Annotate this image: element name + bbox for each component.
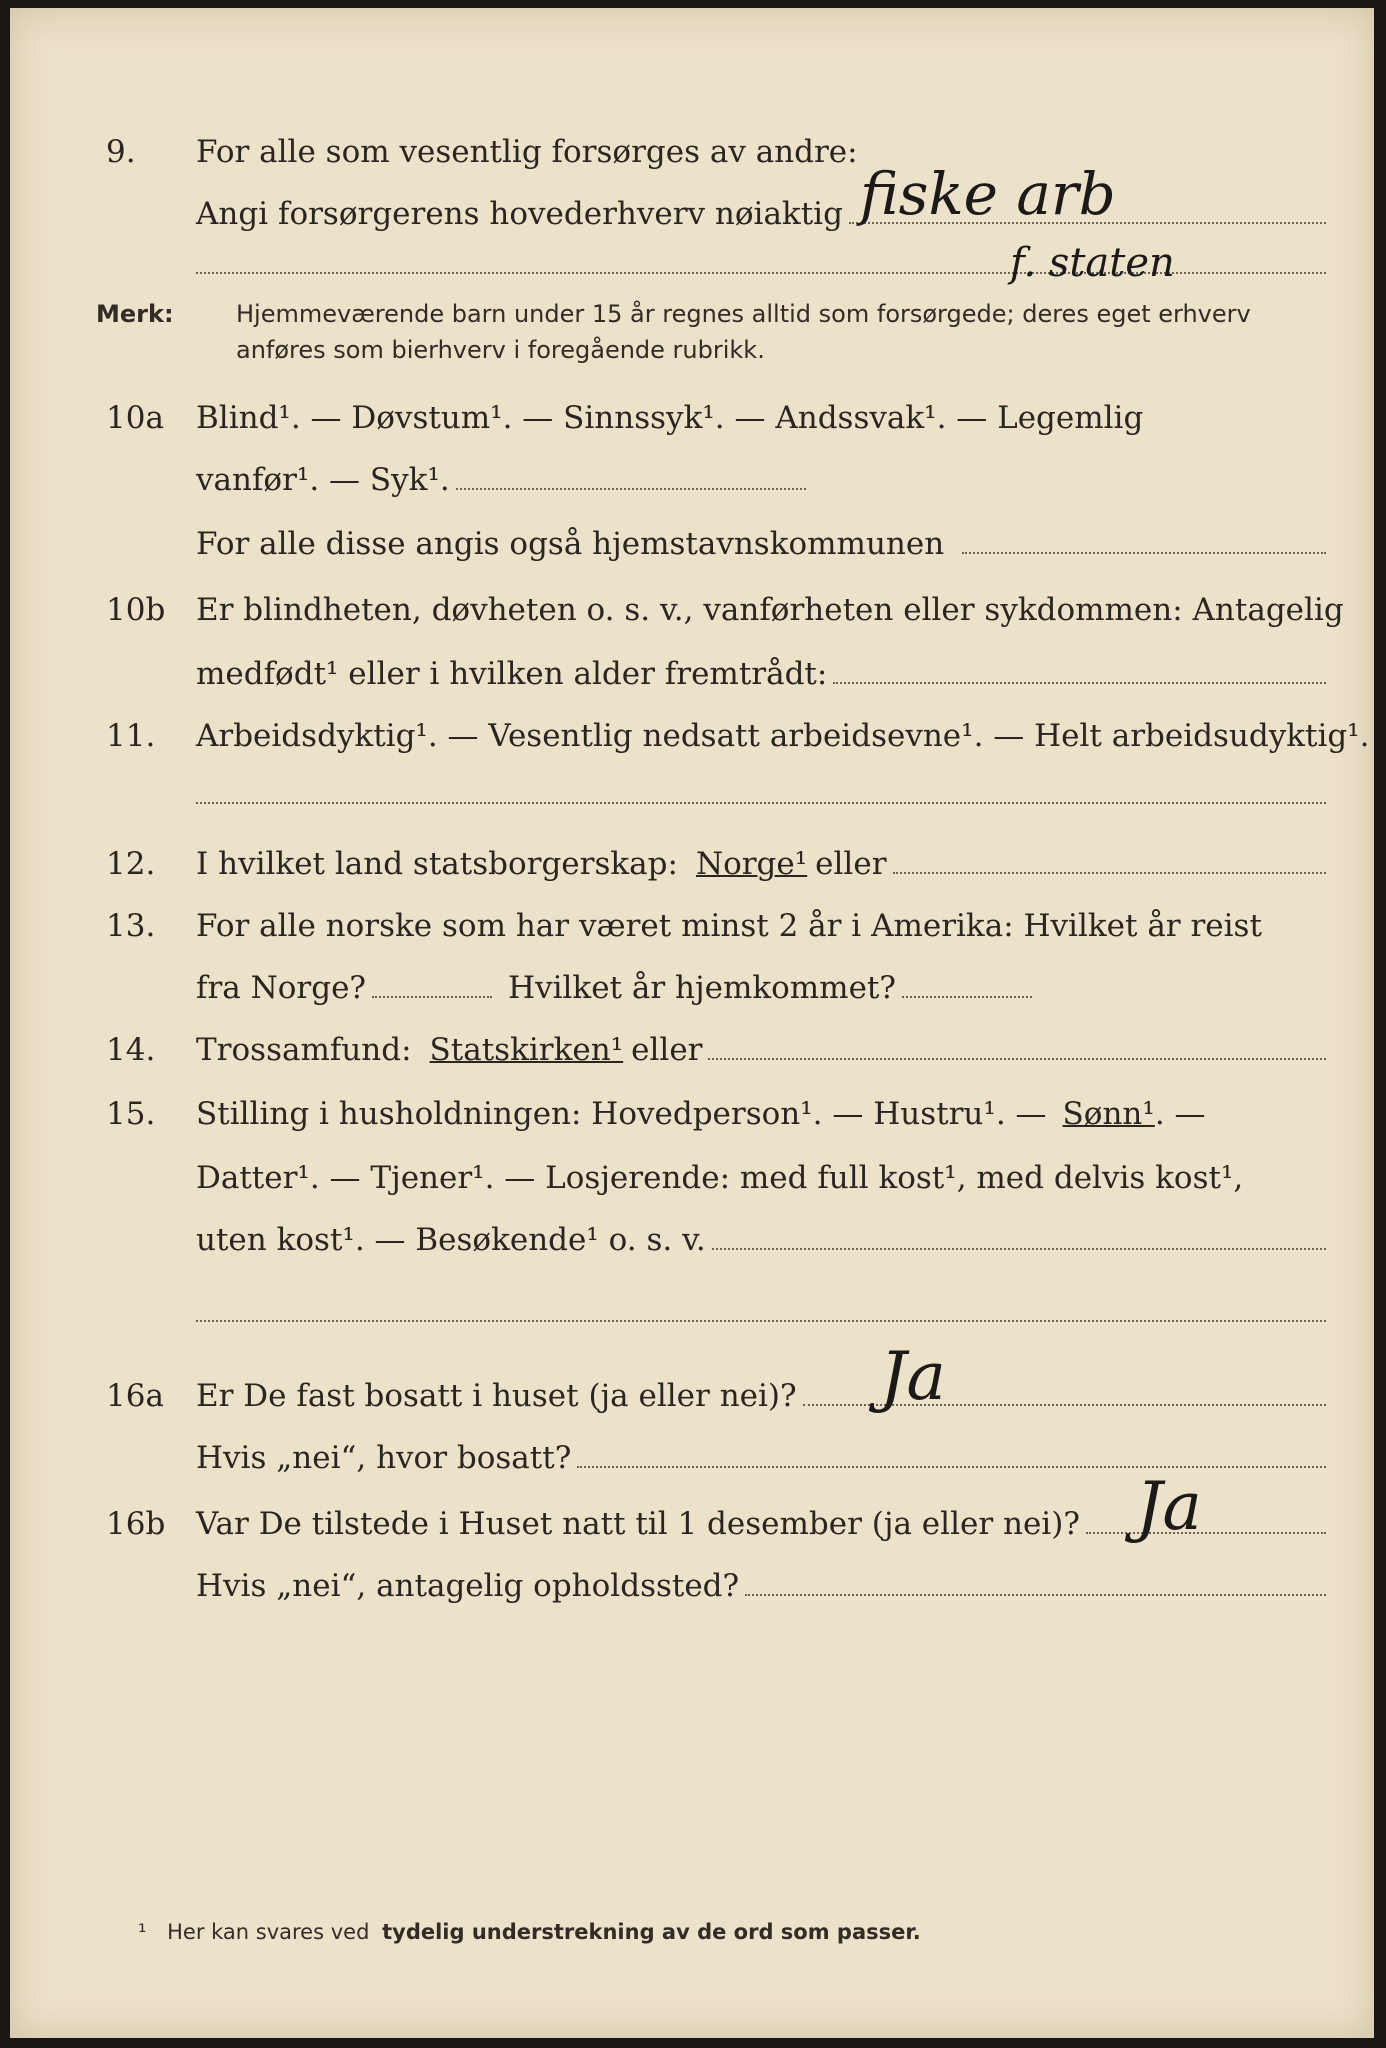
- q15-line-3: [106, 1196, 1326, 1256]
- q14-answer-line: [708, 1058, 1326, 1060]
- q12-eller: eller: [815, 846, 887, 882]
- q10b-number: 10b: [106, 592, 166, 628]
- q10a-text-2: vanfør¹. — Syk¹.: [196, 462, 450, 498]
- q12-text: I hvilket land statsborgerskap:: [196, 846, 678, 882]
- q10a-text-3: For alle disse angis også hjemstavnskommunen: [196, 526, 945, 562]
- q16a-handwritten-answer: Ja: [880, 1338, 946, 1415]
- q15-answer-line: [712, 1248, 1326, 1250]
- q16b-text-1: Var De tilstede i Huset natt til 1 desember (ja eller nei)?: [196, 1506, 1080, 1542]
- merk-text: Hjemmeværende barn under 15 år regnes alltid som forsørgede; deres eget erhverv anføres som bierhverv i foregående rubrikk.: [236, 300, 1251, 364]
- q15-text-2: Datter¹. — Tjener¹. — Losjerende: med full kost¹, med delvis kost¹,: [196, 1160, 1244, 1196]
- q11-number: 11.: [106, 718, 156, 754]
- q9-line-2: [106, 170, 1326, 230]
- q16b-opholdssted-line: [745, 1594, 1326, 1596]
- footnote: [138, 1920, 921, 1944]
- footnote-text-b: tydelig understrekning av de ord som passer.: [382, 1920, 921, 1944]
- q10a-text-1: Blind¹. — Døvstum¹. — Sinnssyk¹. — Andssvak¹. — Legemlig: [196, 400, 1144, 436]
- q16b-answer-line: [1086, 1532, 1326, 1534]
- q16b-number: 16b: [106, 1506, 166, 1542]
- q11-answer-line: [196, 802, 1326, 804]
- q14-number: 14.: [106, 1032, 156, 1068]
- q11-line-1: [106, 692, 1370, 754]
- q15-answer-line-2: [196, 1320, 1326, 1322]
- q15-line-1: [106, 1070, 1326, 1130]
- q13-line-2: [106, 944, 1326, 1004]
- q13-reist-line: [372, 996, 492, 998]
- q15-line-2: [106, 1134, 1326, 1194]
- q9-text-2: Angi forsørgerens hovederhverv nøiaktig: [196, 196, 843, 232]
- q9-line-1: [106, 108, 1326, 168]
- q10b-answer-line: [833, 682, 1326, 684]
- q13-text-1: For alle norske som har været minst 2 år i Amerika: Hvilket år reist: [196, 908, 1262, 944]
- q16a-text-2: Hvis „nei“, hvor bosatt?: [196, 1440, 572, 1476]
- q13-text-2b: Hvilket år hjemkommet?: [508, 970, 897, 1006]
- q13-line-1: [106, 882, 1326, 942]
- q14-statskirken-underlined: Statskirken¹: [429, 1032, 624, 1068]
- q13-text-2a: fra Norge?: [196, 970, 367, 1006]
- merk-label: Merk:: [96, 300, 174, 328]
- q16b-line-2: [106, 1542, 1326, 1602]
- q10b-text-1: Er blindheten, døvheten o. s. v., vanførheten eller sykdommen: Antagelig: [196, 592, 1344, 628]
- q16b-text-2: Hvis „nei“, antagelig opholdssted?: [196, 1568, 740, 1604]
- q12-norge-underlined: Norge¹: [695, 846, 808, 882]
- q10a-line-3: [106, 500, 1326, 560]
- q12-answer-line: [893, 872, 1326, 874]
- q16a-number: 16a: [106, 1378, 164, 1414]
- census-form-page: [10, 8, 1374, 2038]
- q9-number: 9.: [106, 134, 136, 170]
- q9-handwritten-answer: fiske arb: [860, 160, 1116, 228]
- footnote-mark: ¹: [138, 1920, 147, 1944]
- q15-number: 15.: [106, 1096, 156, 1132]
- q14-eller: eller: [631, 1032, 703, 1068]
- q9-text-1: For alle som vesentlig forsørges av andre:: [196, 134, 858, 170]
- q13-number: 13.: [106, 908, 156, 944]
- q12-number: 12.: [106, 846, 156, 882]
- q10a-hjemstavn-line: [962, 552, 1326, 554]
- q15-sonn-underlined: Sønn¹: [1062, 1096, 1155, 1132]
- q15-text-3: uten kost¹. — Besøkende¹ o. s. v.: [196, 1222, 706, 1258]
- q16b-handwritten-answer: Ja: [1136, 1468, 1202, 1545]
- q13-hjemkommet-line: [902, 996, 1032, 998]
- q10b-line-1: [106, 566, 1344, 628]
- q14-text: Trossamfund:: [196, 1032, 412, 1068]
- q10a-line-1: [106, 374, 1326, 434]
- merk-note: [96, 296, 1326, 376]
- q10a-line-2: [106, 436, 1326, 496]
- footnote-text-a: Her kan svares ved: [167, 1920, 370, 1944]
- q12-line-1: [106, 820, 1326, 880]
- q16a-bosatt-line: [577, 1466, 1326, 1468]
- q14-line-1: [106, 1006, 1326, 1066]
- q16a-line-2: [106, 1414, 1326, 1474]
- q9-handwritten-answer-2: f. staten: [1010, 240, 1175, 286]
- q10b-line-2: [106, 630, 1326, 690]
- q15-text-1c: . —: [1154, 1096, 1206, 1132]
- q16a-line-1: [106, 1352, 1326, 1412]
- q15-text-1a: Stilling i husholdningen: Hovedperson¹. — Hustru¹. —: [196, 1096, 1047, 1132]
- q16a-text-1: Er De fast bosatt i huset (ja eller nei)?: [196, 1378, 797, 1414]
- q11-text-1: Arbeidsdyktig¹. — Vesentlig nedsatt arbeidsevne¹. — Helt arbeidsudyktig¹.: [196, 718, 1370, 754]
- q10b-text-2: medfødt¹ eller i hvilken alder fremtrådt:: [196, 656, 828, 692]
- q10a-number: 10a: [106, 400, 164, 436]
- q10a-answer-line: [456, 488, 806, 490]
